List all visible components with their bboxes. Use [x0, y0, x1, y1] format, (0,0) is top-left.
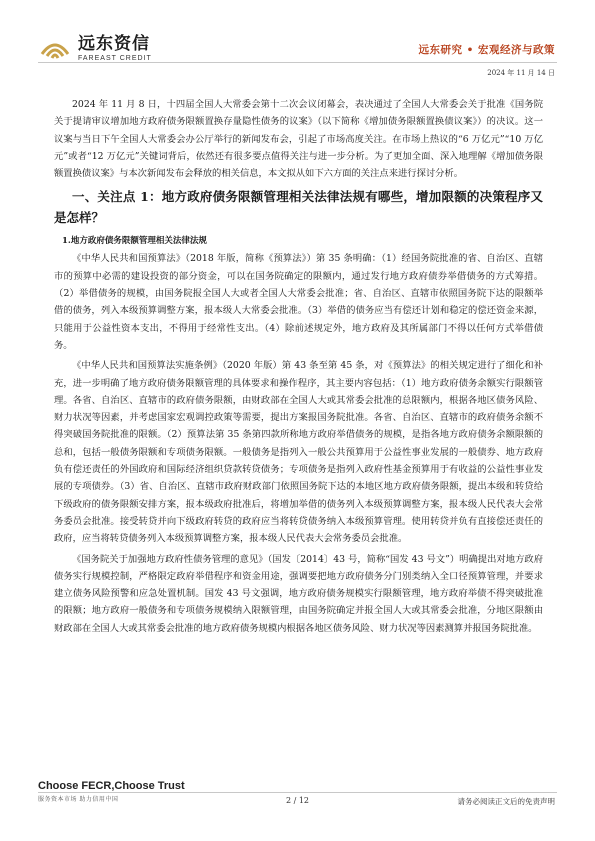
- series-title: 远东研究 • 宏观经济与政策: [418, 44, 555, 56]
- paragraph-budget-law: 《中华人民共和国预算法》（2018 年版，简称《预算法》）第 35 条明确：（1）经国务院批准的省、自治区、直辖市的预算中必需的建设投资的部分资金，可以在国务院确定的限额内，通过发行地方政府债券举借债务的方式筹措。（2）举借债务的规模，由国务院报全国人大或者全国人大常委会批准；省、自治区、直辖市依照国务院下达的限额举借的债务，列入本级预算调整方案，报本级人大常委会批准。（3）举借的债务应当有偿还计划和稳定的偿还资金来源，只能用于公益性资本支出，不得用于经常性支出。（4）除前述规定外，地方政府及其所属部门不得以任何方式举借债务。: [54, 253, 543, 351]
- intro-paragraph: 2024 年 11 月 8 日，十四届全国人大常委会第十二次会议闭幕会，表决通过了全国人大常委会关于批准《国务院关于提请审议增加地方政府债务限额置换存量隐性债务的议案》（以下简称《增加债务限额置换债议案》）的决议。这一议案与当日下午全国人大常委会办公厅举行的新闻发布会，引起了市场高度关注。在市场上热议的“6 万亿元”“10 万亿元”或者“12 万亿元”关键词背后，依然还有很多要点值得关注与进一步分析。为了更加全面、深入地理解《增加债务限额置换债议案》与本次新闻发布会释放的相关信息，本文拟从如下六方面的关注点来进行探讨分析。: [54, 99, 543, 180]
- main-content: [54, 96, 543, 640]
- page-number: 2 / 12: [285, 796, 310, 805]
- report-date: 2024 年 11 月 14 日: [487, 69, 555, 77]
- footer-slogan: Choose FECR,Choose Trust: [38, 780, 185, 792]
- logo-mark-icon: [38, 34, 72, 62]
- company-logo: [38, 34, 152, 62]
- header-series: [418, 42, 555, 57]
- subsection-title: 1.地方政府债务限额管理相关法律法规: [62, 236, 207, 247]
- header-divider: [38, 62, 557, 63]
- section-title: 一、关注点 1：地方政府债务限额管理相关法律法规有哪些，增加限额的决策程序又是怎样？: [54, 189, 543, 226]
- logo-text-cn: 远东资信: [78, 33, 150, 54]
- paragraph-state-council-opinion: 《国务院关于加强地方政府性债务管理的意见》（国发〔2014〕43 号，简称“国发 43 号文”）明确提出对地方政府债务实行规模控制，严格限定政府举借程序和资金用途，强调要把地方政府债务分门别类纳入全口径预算管理，并要求建立债务风险预警和应急处置机制。国发 43 号文强调，地方政府债务规模实行限额管理，地方政府举债不得突破批准的限额；地方政府一般债务和专项债务规模纳入限额管理，由国务院确定并报全国人大或其常委会批准，分地区限额由财政部在全国人大或其常委会批准的地方政府债务规模内根据各地区债务风险、财力状况等因素测算并报国务院批准。: [54, 553, 543, 634]
- disclaimer-note: 请务必阅读正文后的免责声明: [457, 797, 555, 806]
- footer-subslogan: 服务资本市场 助力信用中国: [38, 796, 119, 803]
- paragraph-implementation-regulation: 《中华人民共和国预算法实施条例》（2020 年版）第 43 条至第 45 条，对《预算法》的相关规定进行了细化和补充，进一步明确了地方政府债务限额管理的具体要求和操作程序，其主要内容包括：（1）地方政府债务余额实行限额管理。各省、自治区、直辖市的政府债务限额，由财政部在全国人大或其常委会批准的总限额内，根据各地区债务风险、财力状况等因素，并考虑国家宏观调控政策等需要，提出方案报国务院批准。各省、自治区、直辖市的政府债务余额不得突破国务院批准的限额。（2）预算法第 35 条第四款所称地方政府举借债务的规模，是指各地方政府债务余额限额的总和，包括一般债务限额和专项债务限额。一般债务是指列入一般公共预算用于公益性事业发展的一般债券、地方政府负有偿还责任的外国政府和国际经济组织贷款转贷债务；专项债务是指列入政府性基金预算用于有收益的公益性事业发展的专项债券。（3）省、自治区、直辖市政府财政部门依照国务院下达的本地区地方政府债务限额，提出本级和转贷给下级政府的债务限额安排方案，报本级政府批准后，将增加举借的债务列入本级预算调整方案，报本级人民代表大会常务委员会批准。接受转贷并向下级政府转贷的政府应当将转贷债务纳入本级预算管理。使用转贷并负有直接偿还责任的政府，应当将转贷债务列入本级预算调整方案，报本级人民代表大会常务委员会批准。: [54, 360, 543, 545]
- footer-divider: [38, 792, 557, 793]
- logo-text-en: FAREAST CREDIT: [78, 54, 152, 62]
